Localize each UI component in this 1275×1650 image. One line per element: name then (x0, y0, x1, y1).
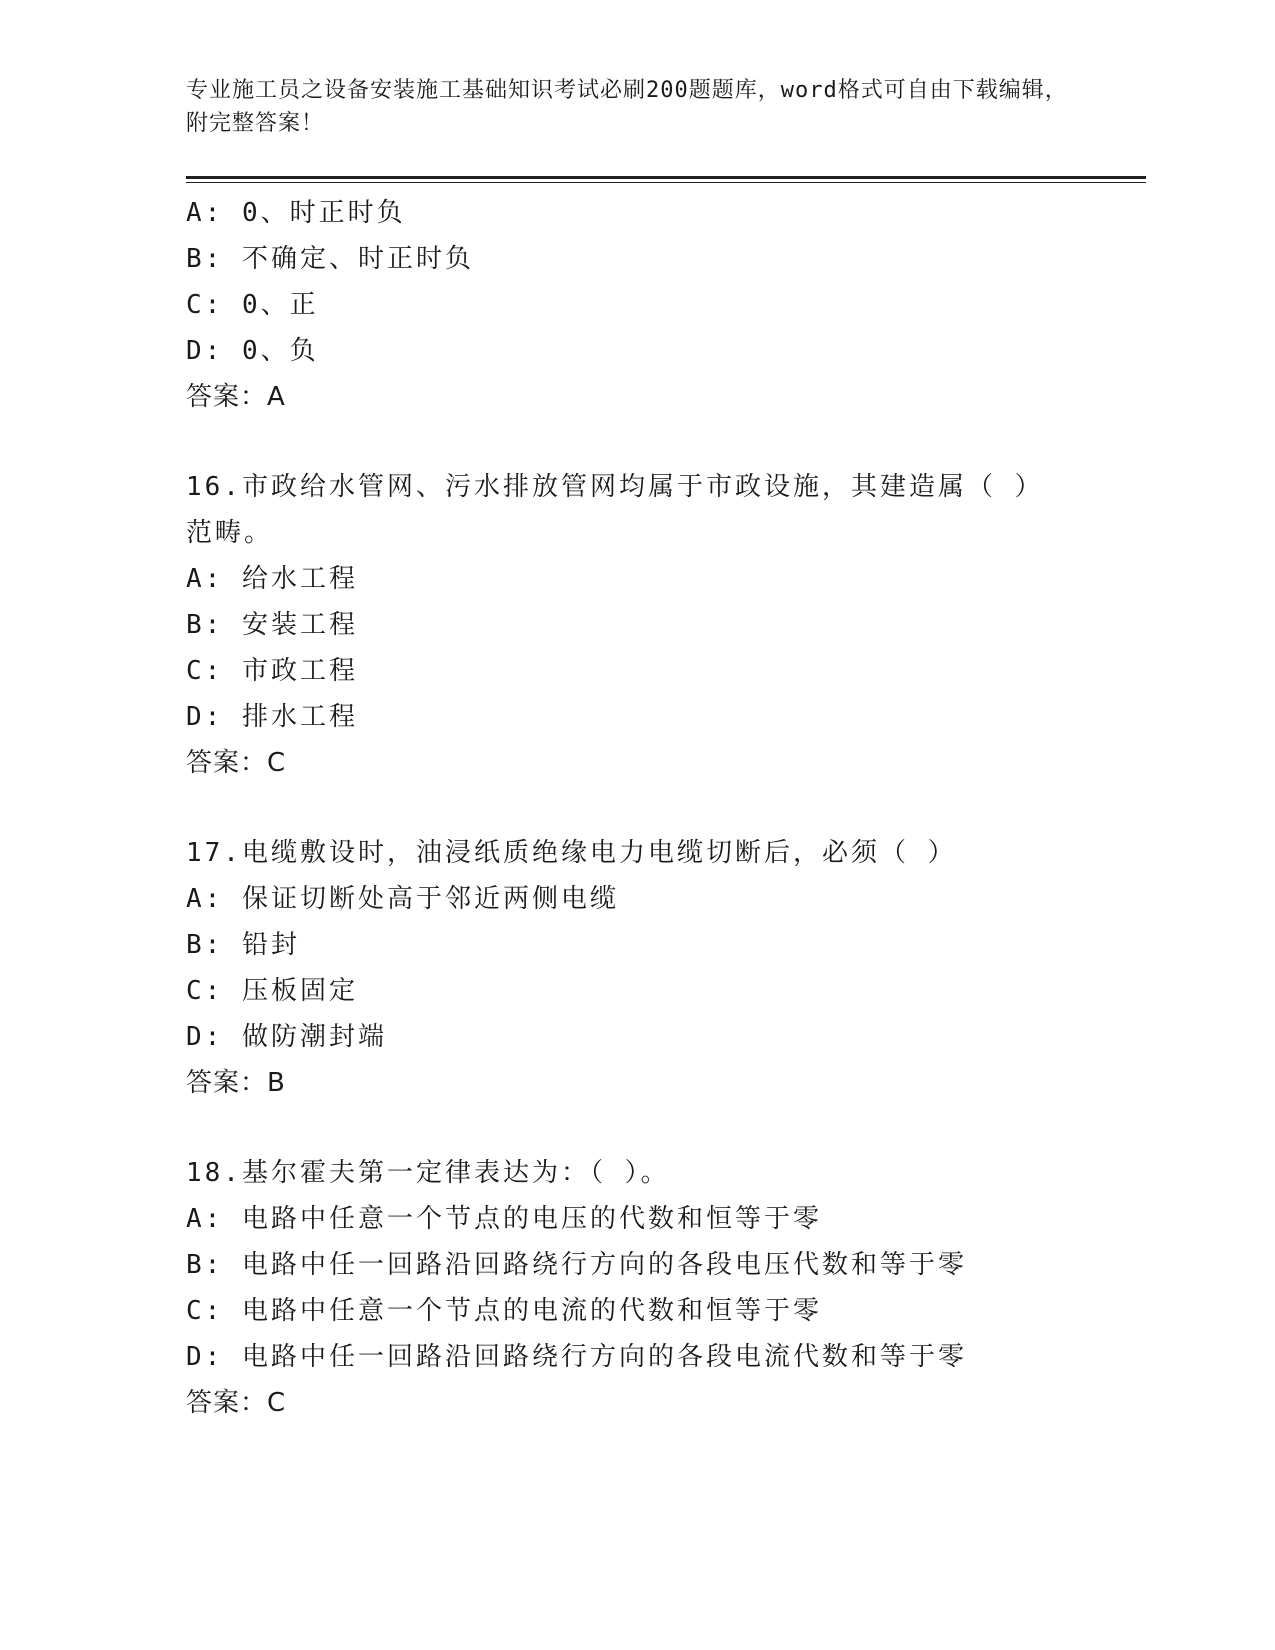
question-stem: 16.市政给水管网、污水排放管网均属于市政设施，其建造属（ ）范畴。 (186, 472, 1044, 548)
option-c: C: 0、正 (186, 290, 319, 320)
document-header: 专业施工员之设备安装施工基础知识考试必刷200题题库，word格式可自由下载编辑，附完整答案！ (186, 78, 1068, 136)
option-a: A: 给水工程 (186, 564, 358, 594)
option-c: C: 市政工程 (186, 656, 358, 686)
header-divider-thick (186, 176, 1146, 179)
question-18 (186, 1150, 1146, 1426)
question-17 (186, 830, 1146, 1106)
question-16 (186, 464, 1146, 786)
option-d: D: 电路中任一回路沿回路绕行方向的各段电流代数和等于零 (186, 1342, 967, 1372)
option-d: D: 排水工程 (186, 702, 358, 732)
option-d: D: 0、负 (186, 336, 319, 366)
option-b: B: 不确定、时正时负 (186, 244, 474, 274)
question-15-tail (186, 190, 1146, 420)
question-list (186, 190, 1146, 1426)
option-a: A: 保证切断处高于邻近两侧电缆 (186, 884, 619, 914)
option-a: A: 0、时正时负 (186, 198, 406, 228)
answer-line: 答案：A (186, 382, 286, 412)
question-stem: 18.基尔霍夫第一定律表达为：（ ）。 (186, 1158, 670, 1188)
answer-line: 答案：C (186, 748, 287, 778)
option-d: D: 做防潮封端 (186, 1022, 387, 1052)
option-c: C: 压板固定 (186, 976, 358, 1006)
option-b: B: 电路中任一回路沿回路绕行方向的各段电压代数和等于零 (186, 1250, 967, 1280)
option-c: C: 电路中任意一个节点的电流的代数和恒等于零 (186, 1296, 822, 1326)
option-a: A: 电路中任意一个节点的电压的代数和恒等于零 (186, 1204, 822, 1234)
option-b: B: 铅封 (186, 930, 300, 960)
option-b: B: 安装工程 (186, 610, 358, 640)
question-stem: 17.电缆敷设时，油浸纸质绝缘电力电缆切断后，必须（ ） (186, 838, 957, 868)
answer-line: 答案：B (186, 1068, 286, 1098)
header-divider-thin (186, 182, 1146, 183)
answer-line: 答案：C (186, 1388, 287, 1418)
